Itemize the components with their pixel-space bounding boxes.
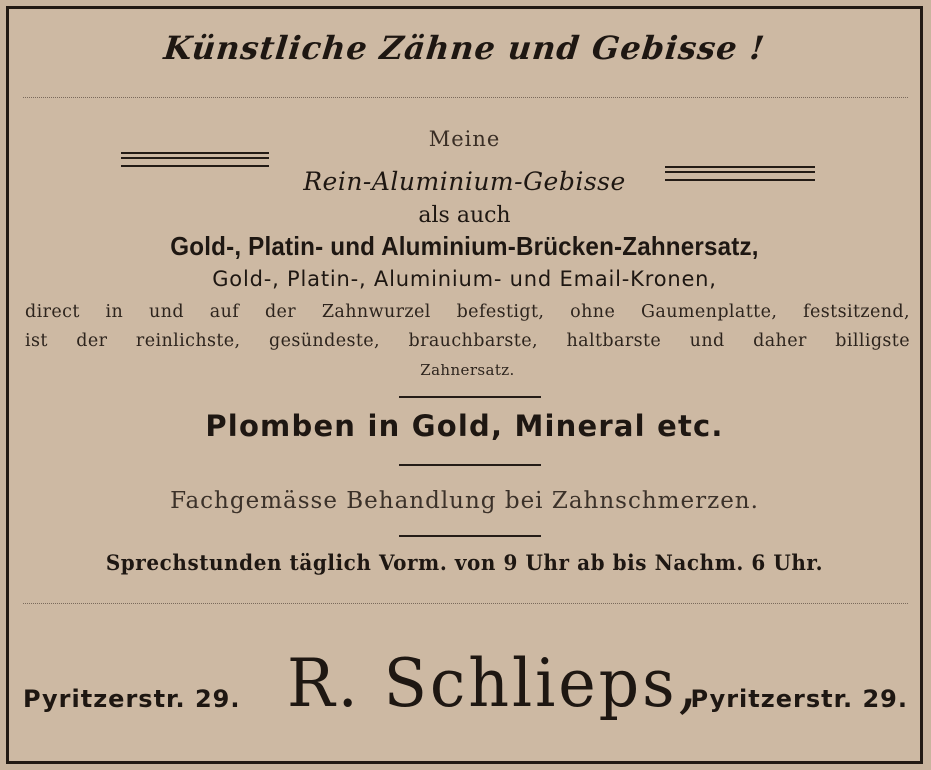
als-auch-text: als auch — [418, 203, 511, 228]
description-line-2: ist der reinlichste, gesündeste, brauchbarste, haltbarste und daher billigste — [25, 331, 910, 351]
address-right: Pyritzerstr. 29. — [690, 685, 908, 713]
crowns-line: Gold-, Platin-, Aluminium- und Email-Kronen, — [212, 267, 717, 291]
treatment-text: Fachgemässe Behandlung bei Zahnschmerzen. — [170, 488, 759, 514]
description-line-1: direct in und auf der Zahnwurzel befestigt, ohne Gaumenplatte, festsitzend, — [25, 302, 910, 322]
office-hours: Sprechstunden täglich Vorm. von 9 Uhr ab bis Nachm. 6 Uhr. — [105, 550, 824, 575]
bridge-dentures-heading: Gold-, Platin- und Aluminium-Brücken-Zahnersatz, — [170, 231, 759, 261]
description-line-3: Zahnersatz. — [420, 361, 515, 379]
short-rule-1 — [399, 396, 541, 398]
plomben-heading: Plomben in Gold, Mineral etc. — [205, 409, 724, 443]
address-left: Pyritzerstr. 29. — [23, 685, 241, 713]
headline: Künstliche Zähne und Gebisse ! — [162, 29, 767, 67]
proprietor-name: R. Schlieps, — [287, 645, 701, 722]
meine-text: Meine — [428, 127, 501, 151]
short-rule-2 — [399, 464, 541, 466]
short-rule-3 — [399, 535, 541, 537]
rein-aluminium-heading: Rein-Aluminium-Gebisse — [303, 167, 626, 196]
dotted-divider-top — [23, 97, 908, 98]
ornament-lines-left — [121, 152, 269, 159]
advertisement-frame — [6, 6, 923, 764]
ornament-lines-right — [665, 166, 815, 173]
dotted-divider-bottom — [23, 603, 908, 604]
